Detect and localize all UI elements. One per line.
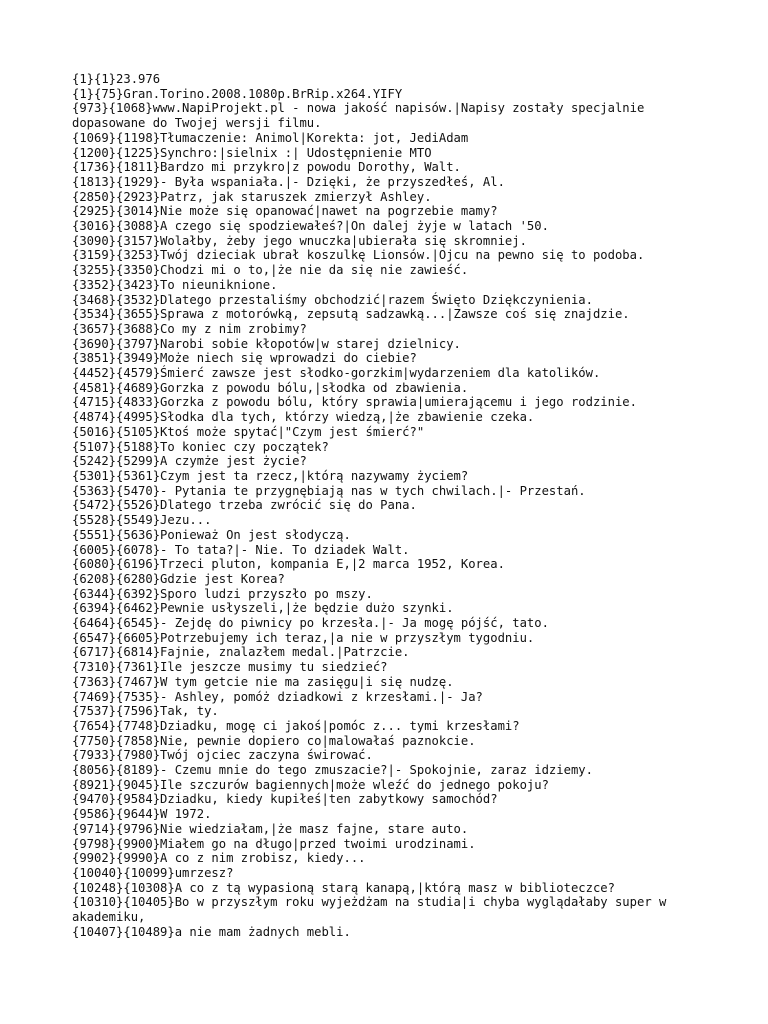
subtitle-line: {3534}{3655}Sprawa z motorówką, zepsutą sadzawką...|Zawsze coś się znajdzie. [72, 307, 630, 322]
subtitle-line: {10407}{10489}a nie mam żadnych mebli. [72, 924, 351, 939]
subtitle-line: {5016}{5105}Ktoś może spytać|"Czym jest śmierć?" [72, 424, 425, 439]
subtitle-line: {6208}{6280}Gdzie jest Korea? [72, 571, 285, 586]
subtitle-line: {3352}{3423}To nieuniknione. [72, 277, 278, 292]
subtitle-line: {973}{1068}www.NapiProjekt.pl - nowa jakość napisów.|Napisy zostały specjalnie dopasowane do Twojej wersji filmu. [72, 101, 652, 131]
subtitle-line: {1069}{1198}Tłumaczenie: Animol|Korekta: jot, JediAdam [72, 130, 469, 145]
subtitle-line: {5528}{5549}Jezu... [72, 513, 212, 528]
subtitle-line: {6464}{6545}- Zejdę do piwnicy po krzesła.|- Ja mogę pójść, tato. [72, 616, 549, 631]
subtitle-line: {2850}{2923}Patrz, jak staruszek zmierzył Ashley. [72, 189, 432, 204]
subtitle-line: {8056}{8189}- Czemu mnie do tego zmuszacie?|- Spokojnie, zaraz idziemy. [72, 763, 593, 778]
subtitle-line: {7363}{7467}W tym getcie nie ma zasięgu|i się nudzę. [72, 674, 454, 689]
subtitle-line: {1736}{1811}Bardzo mi przykro|z powodu Dorothy, Walt. [72, 160, 461, 175]
subtitle-line: {2925}{3014}Nie może się opanować|nawet na pogrzebie mamy? [72, 204, 498, 219]
subtitle-line: {3851}{3949}Może niech się wprowadzi do ciebie? [72, 351, 417, 366]
subtitle-line: {10040}{10099}umrzesz? [72, 865, 234, 880]
subtitle-line: {4581}{4689}Gorzka z powodu bólu,|słodka od zbawienia. [72, 380, 469, 395]
subtitle-line: {3255}{3350}Chodzi mi o to,|że nie da się nie zawieść. [72, 263, 469, 278]
subtitle-line: {7469}{7535}- Ashley, pomóż dziadkowi z krzesłami.|- Ja? [72, 689, 483, 704]
subtitle-line: {1}{75}Gran.Torino.2008.1080p.BrRip.x264.YIFY [72, 86, 403, 101]
subtitle-line: {1}{1}23.976 [72, 72, 161, 86]
subtitle-line: {7537}{7596}Tak, ty. [72, 704, 219, 719]
subtitle-line: {7654}{7748}Dziadku, mogę ci jakoś|pomóc z... tymi krzesłami? [72, 718, 520, 733]
subtitle-line: {4874}{4995}Słodka dla tych, którzy wiedzą,|że zbawienie czeka. [72, 410, 535, 425]
subtitle-line: {6547}{6605}Potrzebujemy ich teraz,|a nie w przyszłym tygodniu. [72, 630, 535, 645]
subtitle-line: {3090}{3157}Wolałby, żeby jego wnuczka|ubierała się skromniej. [72, 233, 527, 248]
subtitle-line: {6394}{6462}Pewnie usłyszeli,|że będzie dużo szynki. [72, 601, 454, 616]
subtitle-document [72, 72, 712, 939]
subtitle-line: {6717}{6814}Fajnie, znalazłem medal.|Patrzcie. [72, 645, 410, 660]
subtitle-line: {7310}{7361}Ile jeszcze musimy tu siedzieć? [72, 660, 388, 675]
subtitle-line: {5301}{5361}Czym jest ta rzecz,|którą nazywamy życiem? [72, 468, 469, 483]
subtitle-line: {6005}{6078}- To tata?|- Nie. To dziadek Walt. [72, 542, 410, 557]
subtitle-line: {4452}{4579}Śmierć zawsze jest słodko-gorzkim|wydarzeniem dla katolików. [72, 366, 601, 381]
subtitle-line: {5242}{5299}A czymże jest życie? [72, 454, 307, 469]
subtitle-line: {3690}{3797}Narobi sobie kłopotów|w starej dzielnicy. [72, 336, 461, 351]
subtitle-line: {4715}{4833}Gorzka z powodu bólu, który sprawia|umierającemu i jego rodzinie. [72, 395, 637, 410]
subtitle-line: {9798}{9900}Miałem go na długo|przed twoimi urodzinami. [72, 836, 476, 851]
subtitle-line: {3657}{3688}Co my z nim zrobimy? [72, 321, 307, 336]
subtitle-line: {9586}{9644}W 1972. [72, 807, 212, 822]
subtitle-line: {10248}{10308}A co z tą wypasioną starą kanapą,|którą masz w biblioteczce? [72, 880, 615, 895]
subtitle-line: {7750}{7858}Nie, pewnie dopiero co|malowałaś paznokcie. [72, 733, 476, 748]
subtitle-line: {5472}{5526}Dlatego trzeba zwrócić się do Pana. [72, 498, 417, 513]
subtitle-line: {1200}{1225}Synchro:|sielnix :| Udostępnienie MTO [72, 145, 432, 160]
subtitle-line: {9714}{9796}Nie wiedziałam,|że masz fajne, stare auto. [72, 821, 469, 836]
subtitle-line: {5551}{5636}Ponieważ On jest słodyczą. [72, 527, 351, 542]
subtitle-line: {8921}{9045}Ile szczurów bagiennych|może wleźć do jednego pokoju? [72, 777, 549, 792]
subtitle-line: {6344}{6392}Sporo ludzi przyszło po mszy. [72, 586, 373, 601]
subtitle-line: {10310}{10405}Bo w przyszłym roku wyjeżdżam na studia|i chyba wyglądałaby super w akademiku, [72, 895, 674, 925]
subtitle-line: {3468}{3532}Dlatego przestaliśmy obchodzić|razem Święto Dziękczynienia. [72, 292, 593, 307]
subtitle-line: {6080}{6196}Trzeci pluton, kompania E,|2 marca 1952, Korea. [72, 557, 505, 572]
subtitle-line: {3016}{3088}A czego się spodziewałeś?|On dalej żyje w latach '50. [72, 219, 549, 234]
subtitle-line: {1813}{1929}- Była wspaniała.|- Dzięki, że przyszedłeś, Al. [72, 174, 505, 189]
subtitle-line: {5363}{5470}- Pytania te przygnębiają nas w tych chwilach.|- Przestań. [72, 483, 586, 498]
subtitle-line: {3159}{3253}Twój dzieciak ubrał koszulkę Lionsów.|Ojcu na pewno się to podoba. [72, 248, 645, 263]
subtitle-line: {9470}{9584}Dziadku, kiedy kupiłeś|ten zabytkowy samochód? [72, 792, 498, 807]
subtitle-line: {9902}{9990}A co z nim zrobisz, kiedy... [72, 851, 366, 866]
subtitle-line: {5107}{5188}To koniec czy początek? [72, 439, 329, 454]
subtitle-line: {7933}{7980}Twój ojciec zaczyna świrować. [72, 748, 373, 763]
